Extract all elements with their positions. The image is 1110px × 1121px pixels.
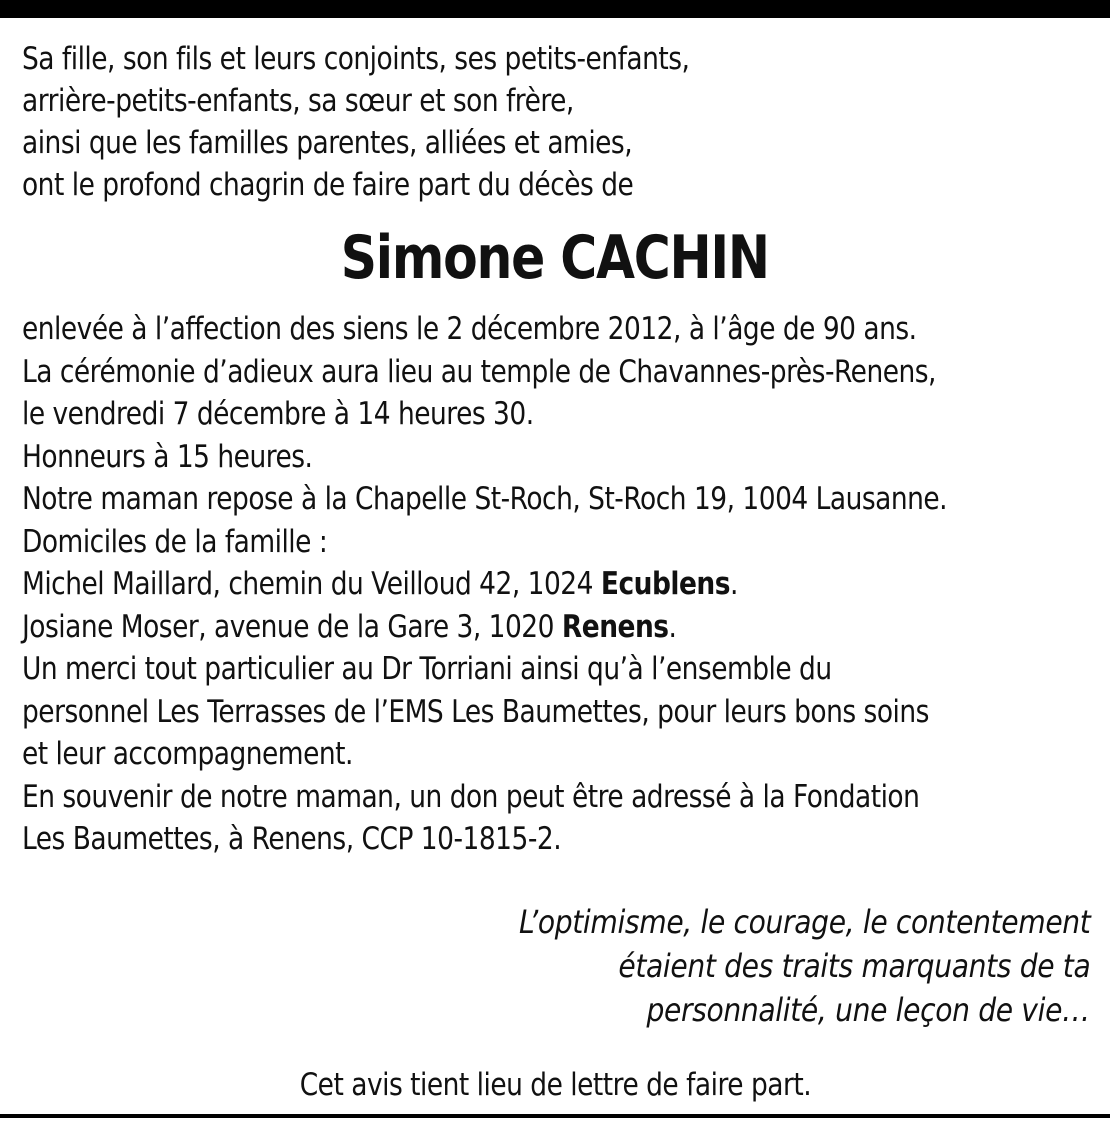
body-line: Honneurs à 15 heures.	[22, 438, 313, 475]
body-line: Un merci tout particulier au Dr Torriani ainsi qu’à l’ensemble du	[22, 651, 832, 687]
top-rule	[0, 0, 1110, 18]
intro-line: Sa fille, son fils et leurs conjoints, ses petits-enfants,	[22, 41, 690, 77]
quote-line-wrap	[90, 900, 1090, 944]
body-line: et leur accompagnement.	[22, 736, 353, 772]
address-city: Ecublens	[600, 566, 730, 602]
body-line: Notre maman repose à la Chapelle St-Roch, St-Roch 19, 1004 Lausanne.	[22, 481, 948, 517]
quote-line: personnalité, une leçon de vie…	[646, 991, 1090, 1029]
bottom-rule	[0, 1114, 1110, 1118]
address-text: Michel Maillard, chemin du Veilloud 42, 1024	[22, 566, 601, 602]
body-line: enlevée à l’affection des siens le 2 décembre 2012, à l’âge de 90 ans.	[22, 311, 917, 347]
footer-note	[0, 1064, 1110, 1106]
family-address-1	[22, 563, 921, 606]
address-text: Josiane Moser, avenue de la Gare 3, 1020	[22, 608, 562, 645]
address-punct: .	[668, 608, 677, 645]
memorial-quote	[90, 900, 1090, 1032]
body-line: La cérémonie d’adieux aura lieu au temple de Chavannes-près-Renens,	[22, 353, 936, 390]
family-address-2	[22, 606, 921, 649]
body-line: Domiciles de la famille :	[22, 523, 328, 560]
quote-line-wrap	[90, 988, 1090, 1032]
intro-line: ainsi que les familles parentes, alliées et amies,	[22, 125, 633, 161]
address-city: Renens	[561, 608, 669, 645]
intro-line: arrière-petits-enfants, sa sœur et son frère,	[22, 83, 574, 119]
address-punct: .	[729, 566, 738, 602]
body-line: personnel Les Terrasses de l’EMS Les Baumettes, pour leurs bons soins	[22, 693, 929, 730]
deceased-name: Simone CACHIN	[340, 223, 770, 293]
body-line: Les Baumettes, à Renens, CCP 10-1815-2.	[22, 821, 562, 857]
quote-line-wrap	[90, 944, 1090, 988]
intro-line: ont le profond chagrin de faire part du décès de	[22, 167, 634, 203]
quote-line: étaient des traits marquants de ta	[617, 947, 1090, 985]
body-line: En souvenir de notre maman, un don peut être adressé à la Fondation	[22, 778, 920, 815]
body-line: le vendredi 7 décembre à 14 heures 30.	[22, 396, 534, 432]
deceased-name-heading	[0, 222, 1110, 294]
body-paragraph	[22, 308, 948, 861]
quote-line: L’optimisme, le courage, le contentement	[518, 903, 1090, 941]
intro-paragraph	[22, 38, 921, 206]
footer-text: Cet avis tient lieu de lettre de faire part.	[299, 1067, 811, 1103]
